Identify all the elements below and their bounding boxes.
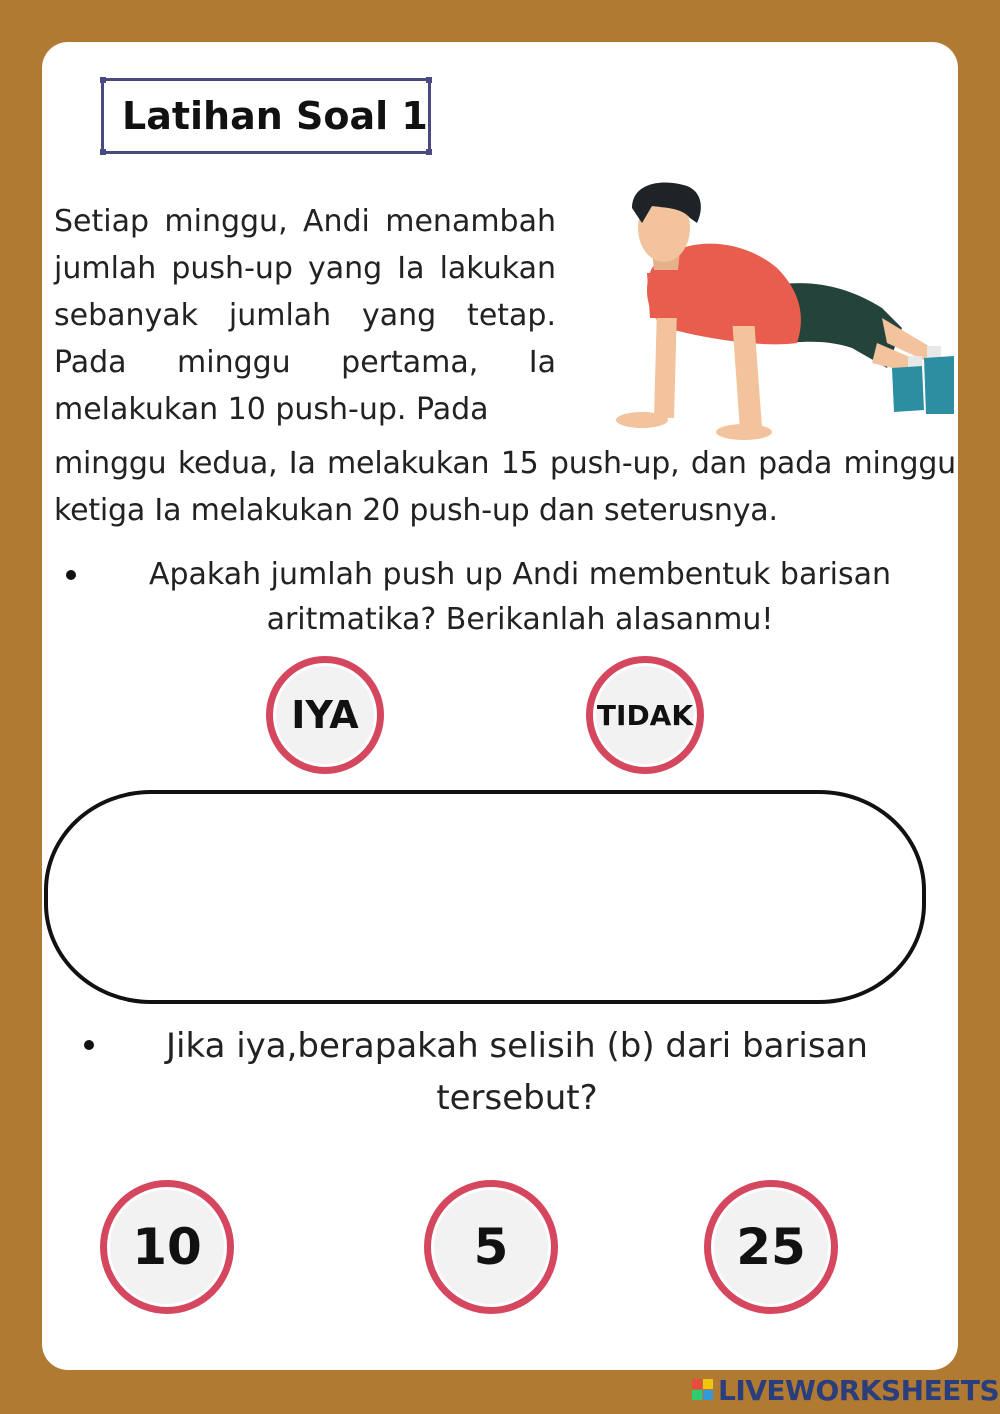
question-1-text: Apakah jumlah push up Andi membentuk barisan aritmatika? Berikanlah alasanmu! (148, 557, 892, 637)
option-tidak-button[interactable]: TIDAK (586, 656, 704, 774)
option-5-button[interactable]: 5 (424, 1180, 558, 1314)
option-iya-button[interactable]: IYA (266, 656, 384, 774)
liveworksheets-logo-icon (692, 1379, 714, 1401)
problem-text-part2: minggu kedua, Ia melakukan 15 push-up, dan pada minggu ketiga Ia melakukan 20 push-up dan seterusnya. (54, 446, 956, 528)
reason-answer-field[interactable] (44, 790, 926, 1004)
bullet-icon (84, 1040, 94, 1050)
liveworksheets-brand: LIVEWORKSHEETS (718, 1373, 1000, 1407)
option-10-button[interactable]: 10 (100, 1180, 234, 1314)
worksheet-title: Latihan Soal 1 (122, 94, 428, 138)
question-2-text: Jika iya,berapakah selisih (b) dari barisan tersebut? (166, 1026, 868, 1118)
liveworksheets-logo (692, 1372, 999, 1408)
worksheet-title-box (101, 78, 431, 154)
problem-text-part1: Setiap minggu, Andi menambah jumlah push-up yang Ia lakukan sebanyak jumlah yang tetap. Pada minggu pertama, Ia melakukan 10 push-up. Pada (54, 204, 556, 427)
option-25-button[interactable]: 25 (704, 1180, 838, 1314)
push-up-person-icon (612, 178, 962, 448)
bullet-icon (66, 570, 76, 580)
